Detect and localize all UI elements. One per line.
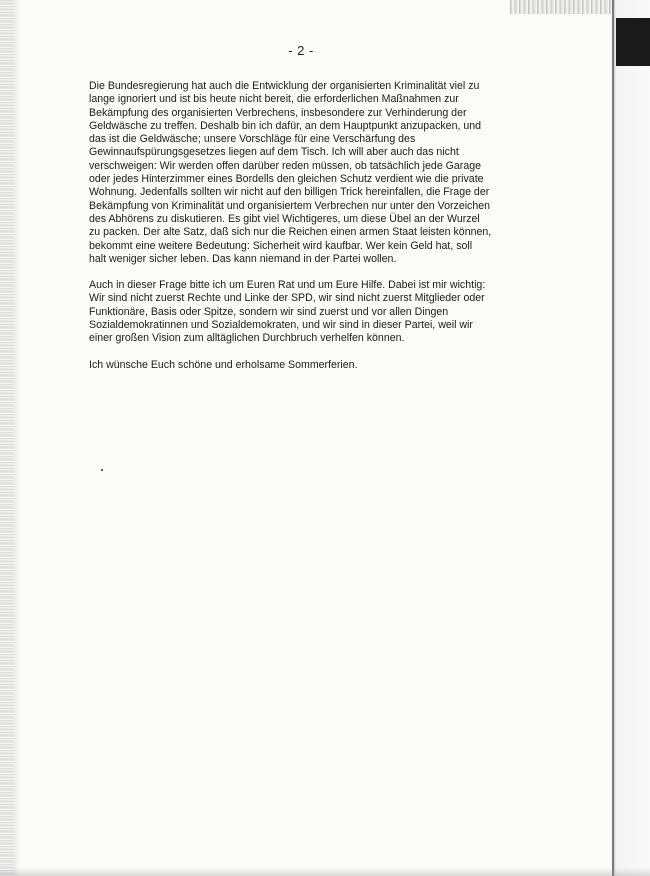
page-number: - 2 - [288, 43, 314, 58]
scan-right-edge [612, 0, 650, 876]
paragraph-closing-wishes: Ich wünsche Euch schöne und erholsame Sommerferien. [89, 358, 358, 371]
scan-left-edge [0, 0, 14, 876]
scan-top-noise [510, 0, 620, 14]
scan-speck [101, 469, 103, 471]
paragraph-request-for-help: Auch in dieser Frage bitte ich um Euren Rat und um Eure Hilfe. Dabei ist mir wichtig: Wir sind nicht zuerst Rechte und Linke der SPD, wir sind nicht zuerst Mitglieder oder Funktionäre, Basis oder Spitze, sondern wir sind zuerst und vor allen Dingen Sozialdemokratinnen und Sozialdemokraten, und wir sind in dieser Partei, weil wir einer großen Vision zum alltäglichen Durchbruch verhelfen können. [89, 279, 486, 345]
scan-bottom-edge [0, 868, 650, 876]
scan-left-shadow [14, 0, 20, 876]
letter-body [89, 80, 519, 385]
scan-right-border-line [612, 0, 614, 876]
paragraph-organized-crime: Die Bundesregierung hat auch die Entwicklung der organisierten Kriminalität viel zu lange ignoriert und ist bis heute nicht bereit, die erforderlichen Maßnahmen zur Bekämpfung des organisierten Verbrechens, insbesondere zur Verhinderung der Geldwäsche zu treffen. Deshalb bin ich dafür, an dem Hauptpunkt anzupacken, und das ist die Geldwäsche; unsere Vorschläge für eine Verschärfung des Gewinnaufspürungsgesetzes liegen auf dem Tisch. Ich will aber auch das nicht verschweigen: Wir werden offen darüber reden müssen, ob tatsächlich jede Garage oder jedes Hinterzimmer eines Bordells den gleichen Schutz verdient wie die private Wohnung. Jedenfalls sollten wir nicht auf den billigen Trick hereinfallen, die Frage der Bekämpfung von Kriminalität und organisiertem Verbrechen nur unter den Vorzeichen des Abhörens zu diskutieren. Es gibt viel Wichtigeres, um diese Übel an der Wurzel zu packen. Der alte Satz, daß sich nur die Reichen einen armen Staat leisten können, bekommt eine weitere Bedeutung: Sicherheit wird kaufbar. Wer kein Geld hat, soll halt weniger sicher leben. Das kann niemand in der Partei wollen. [89, 80, 492, 265]
scan-right-dark-block [616, 18, 650, 66]
